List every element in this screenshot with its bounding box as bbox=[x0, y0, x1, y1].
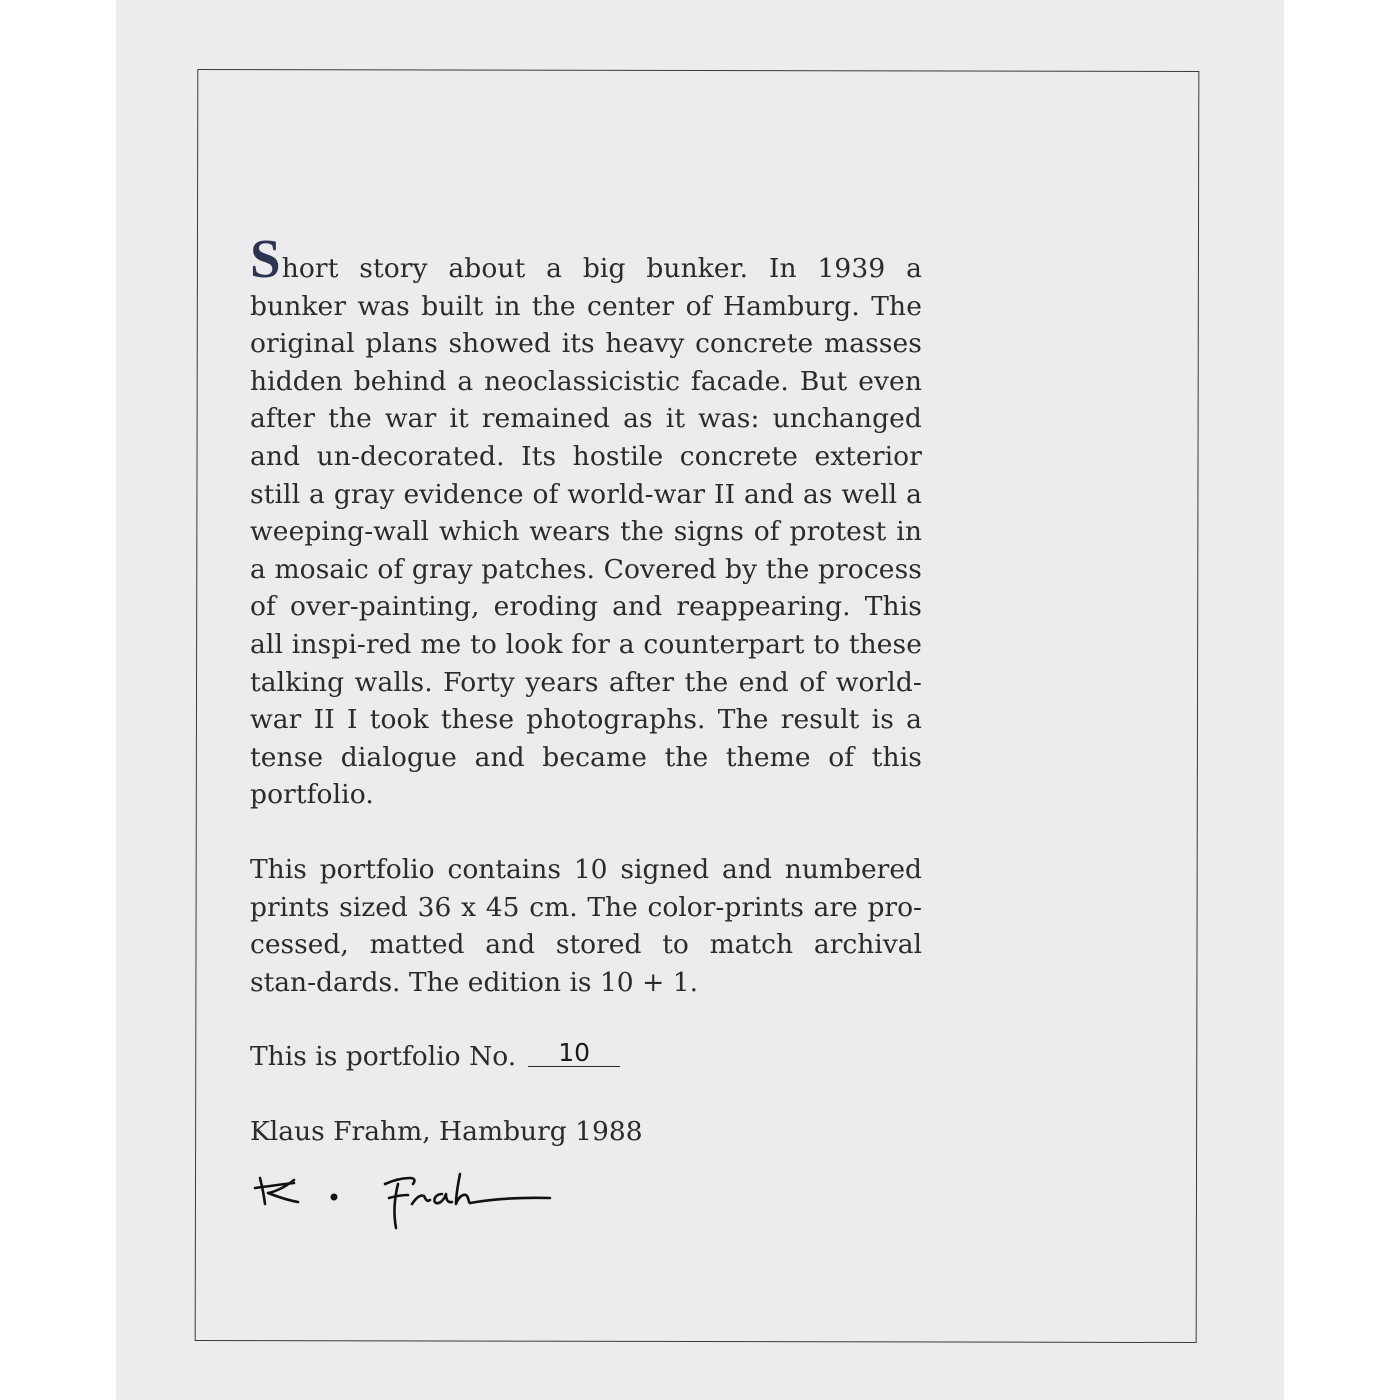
portfolio-number-label: This is portfolio No. bbox=[250, 1041, 517, 1073]
author-line: Klaus Frahm, Hamburg 1988 bbox=[250, 1115, 643, 1147]
portfolio-number-value: 10 bbox=[528, 1040, 620, 1067]
story-text: hort story about a big bunker. In 1939 a bunker was built in the center of Hamburg. The original plans showed its heavy concrete masses hidden behind a neoclassicistic facade. But even after the war it remained as it was: unchanged and un-decorated. Its hostile concrete exterior still a gray evidence of world-war II and as well a weeping-wall which wears the signs of protest in a mosaic of gray patches. Covered by the process of over-painting, eroding and reappearing. This all inspi-red me to look for a counterpart to these talking walls. Forty years after the end of world-war II I took these photographs. The result is a tense dialogue and became the theme of this portfolio. bbox=[250, 253, 922, 811]
colophon-text bbox=[250, 228, 922, 1150]
edition-paragraph: This portfolio contains 10 signed and numbered prints sized 36 x 45 cm. The color-prints are pro-cessed, matted and stored to match archival stan-dards. The edition is 10 + 1. bbox=[250, 853, 922, 998]
story-paragraph: Short story about a big bunker. In 1939 a bunker was built in the center of Hamburg. The original plans showed its heavy concrete masses hidden behind a neoclassicistic facade. But even after the war it remained as it was: unchanged and un-decorated. Its hostile concrete exterior still a gray evidence of world-war II and as well a weeping-wall which wears the signs of protest in a mosaic of gray patches. Covered by the process of over-painting, eroding and reappearing. This all inspi-red me to look for a counterpart to these talking walls. Forty years after the end of world-war II I took these photographs. The result is a tense dialogue and became the theme of this portfolio. bbox=[250, 228, 922, 811]
portfolio-number-line bbox=[250, 1038, 922, 1076]
handwritten-signature bbox=[250, 1160, 560, 1240]
